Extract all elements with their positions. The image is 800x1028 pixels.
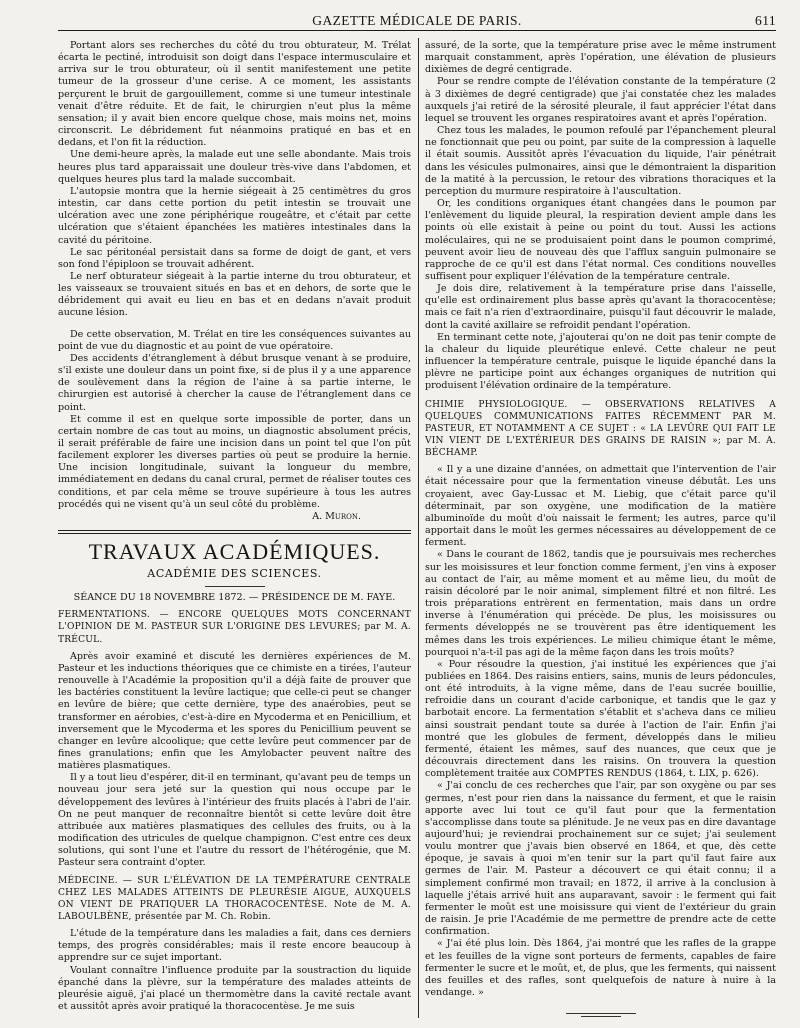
section-subtitle: ACADÉMIE DES SCIENCES. [147,567,322,581]
session-line: SÉANCE DU 18 NOVEMBRE 1872. — PRÉSIDENCE DE M. FAYE. [73,592,396,604]
article-heading: FERMENTATIONS. — ENCORE QUELQUES MOTS CONCERNANT L'OPINION DE M. PASTEUR SUR L'ORIGINE DES LEVURES; par M. A. TRÉCUL. [58,610,411,645]
paragraph: De cette observation, M. Trélat en tire les conséquences suivantes au point de vue du diagnostic et au point de vue opératoire. [58,328,411,352]
paragraph: Le nerf obturateur siégeait à la partie interne du trou obturateur, et les vaisseaux se trouvaient situés en bas et en dehors, de sorte que le débridement qui avait eu lieu en bas et en dedans n'avait produit aucune lésion. [58,270,411,319]
paragraph: « J'ai conclu de ces recherches que l'air, par son oxygène ou par ses germes, n'est pour rien dans la naissance du ferment, et que le raisin apporte avec lui tout ce qu'il faut pour que la fermentation s'accomplisse dans toute sa plénitude. Je ne veux pas en dire davantage aujourd'hui; je reviendrai prochainement sur ce sujet; j'ai seulement voulu montrer que j'avais bien observé en 1864, et que, dès cette époque, je savais à quoi m'en tenir sur la part qu'il faut faire aux germes de l'air. M. Pasteur a découvert ce qui était connu; il a simplement confirmé mon travail; en 1872, il arrive à la conclusion à laquelle j'étais arrivé huit ans auparavant, savoir : le ferment qui fait fermenter le moût est une moisissure qui vient de l'extérieur du grain de raisin. Je prie l'Académie de me permettre de prendre acte de cette confirmation. [425,780,776,938]
paragraph: L'étude de la température dans les maladies a fait, dans ces derniers temps, des progrès considérables; mais il reste encore beaucoup à apprendre sur ce sujet important. [58,928,411,964]
running-head [58,12,776,31]
section-rule [58,533,411,534]
section-rule [58,530,411,531]
paragraph: Portant alors ses recherches du côté du trou obturateur, M. Trélat écarta le pectiné, introduisit son doigt dans l'espace intermusculaire et arriva sur le trou obturateur, où il sentit manifestement une petite tumeur de la grosseur d'une cerise. A ce moment, les assistants perçurent le bruit de gargouillement, comme si une tumeur intestinale venait d'être réduite. Et de fait, le chirurgien n'eut plus la même sensation; il y avait bien encore quelque chose, mais moins net, moins circonscrit. Le débridement fut néanmoins pratiqué en bas et en dedans, et l'on fit la réduction. [58,40,411,149]
end-rule [581,1016,621,1017]
paragraph: Je dois dire, relativement à la température prise dans l'aisselle, qu'elle est ordinairement plus basse après qu'avant la thoracocentèse; mais ce fait n'a rien d'extraordinaire, puisqu'il faut découvrir le malade, dont la cavité axillaire se refroidit pendant l'opération. [425,283,776,331]
paragraph: Chez tous les malades, le poumon refoulé par l'épanchement pleural ne fonctionnait que peu ou point, par suite de la compression à laquelle il était soumis. Aussitôt après l'évacuation du liquide, l'air pénétrait dans les vésicules pulmonaires, ainsi que le démontraient la disparition de la matité à la percussion, le retour des vibrations thoraciques et la perception du murmure respiratoire à l'auscultation. [425,125,776,197]
paragraph: « Pour résoudre la question, j'ai institué les expériences que j'ai publiées en 1864. Des raisins entiers, sains, munis de leurs pédoncules, ont été introduits, à la vigne même, dans de l'eau sucrée bouillie, refroidie dans un courant d'acide carbonique, et tandis que le gaz y barbotait encore. La fermentation s'établit et s'acheva dans ce milieu ainsi soustrait pendant toute sa durée à l'action de l'air. Enfin j'ai montré que les globules de ferment, développés dans le milieu fermenté, étaient les mêmes, sauf des nuances, que ceux que je découvrais directement dans les raisins. On trouvera la question complètement traitée aux COMPTES RENDUS (1864, t. LIX, p. 626). [425,658,776,780]
paragraph: assuré, de la sorte, que la température prise avec le même instrument marquait constamment, après l'opération, une élévation de plusieurs dixièmes de degré centigrade. [425,40,776,76]
article-heading: MÉDECINE. — SUR L'ÉLÉVATION DE LA TEMPÉRATURE CENTRALE CHEZ LES MALADES ATTEINTS DE PLEURÉSIE AIGUE, AUXQUELS ON VIENT DE PRATIQUER LA THORACOCENTÈSE. Note de M. A. LABOULBÈNE, présentée par M. Ch. Robin. [58,875,411,922]
paragraph: Une demi-heure après, la malade eut une selle abondante. Mais trois heures plus tard apparaissait une douleur très-vive dans l'abdomen, et quelques heures plus tard la malade succombait. [58,149,411,185]
paragraph: « J'ai été plus loin. Dès 1864, j'ai montré que les rafles de la grappe et les feuilles de la vigne sont porteurs de ferments, capables de faire fermenter le sucre et le moût, et, de plus, que les ferments, qui naissent des feuilles et des rafles, sont quelquefois de nature à nuire à la vendange. » [425,938,776,999]
end-rule [566,1013,636,1014]
right-column [425,40,776,1018]
paragraph: Des accidents d'étranglement à début brusque venant à se produire, s'il existe une douleur dans un point fixe, si de plus il y a une apparence de soulèvement dans la région de l'aine à sa partie interne, le chirurgien est autorisé à chercher la cause de l'étranglement dans ce point. [58,352,411,413]
paragraph: « Il y a une dizaine d'années, on admettait que l'intervention de l'air était nécessaire pour que la fermentation vineuse débutât. Les uns croyaient, avec Gay-Lussac et M. Liebig, que c'était parce qu'il déterminait, par son oxygène, une modification de la matière albuminoïde du moût d'où naissait le ferment; les autres, parce qu'il apportait dans le moût les germes nécessaires au développement de ce ferment. [425,464,776,549]
author-signature: A. Muron. [312,510,361,522]
paragraph: Voulant connaître l'influence produite par la soustraction du liquide épanché dans la plèvre, sur la température des malades atteints de pleurésie aiguë, j'ai placé un thermomètre dans la cavité rectale avant et aussitôt après avoir pratiqué la thoracocentèse. Je me suis [58,964,411,1013]
short-rule [205,586,265,587]
spacer [58,320,411,329]
paragraph: L'autopsie montra que la hernie siégeait à 25 centimètres du gros intestin, car dans cette portion du petit intestin se trouvait une ulcération avec une zone périphérique rougeâtre, et c'était par cette ulcération que s'étaient épanchées les matières intestinales dans la cavité du péritoine. [58,185,411,246]
paragraph: Il y a tout lieu d'espérer, dit-il en terminant, qu'avant peu de temps un nouveau jour sera jeté sur la question qui nous occupe par le développement des levûres à l'intérieur des fruits placés à l'abri de l'air. On ne peut manquer de reconnaître bientôt si cette levûre doit être attribuée aux matières plasmatiques des cellules des fruits, ou à la modification des utricules de quelque champignon. C'est entre ces deux solutions, qui sont l'une et l'autre du ressort de l'hétérogénie, que M. Pasteur sera contraint d'opter. [58,772,411,869]
paragraph: Pour se rendre compte de l'élévation constante de la température (2 à 3 dixièmes de degré centigrade) que j'ai constatée chez les malades auxquels j'ai retiré de la sérosité pleurale, il faut apprécier l'état dans lequel se trouvent les organes respiratoires avant et après l'opération. [425,76,776,124]
paragraph: « Dans le courant de 1862, tandis que je poursuivais mes recherches sur les moisissures et leur fonction comme ferment, j'en vins à exposer au contact de l'air, au même moment et au même lieu, du moût de raisin décoloré par le noir animal, simplement filtré et non filtré. Les trois préparations entrèrent en fermentation, mais dans un ordre inverse à l'énumération qui précède. De plus, les moisissures ou ferments développés ne se trouvèrent pas être identiquement les mêmes dans les trois expériences. Le milieu chimique étant le même, pourquoi n'a-t-il pas agi de la même façon dans les trois moûts? [425,549,776,658]
paragraph: Et comme il est en quelque sorte impossible de porter, dans un certain nombre de cas tout au moins, un diagnostic absolument précis, il serait préférable de faire une incision dans un point tel que l'on pût facilement explorer les diverses parties où peut se produire la hernie. Une incision longitudinale, suivant la longueur du membre, immédiatement en dedans du canal crural, permet de réaliser toutes ces conditions, et par cela même se trouve supérieure à tous les autres procédés qui ne visent qu'à un seul côté du problème. [58,413,411,510]
journal-title: GAZETTE MÉDICALE DE PARIS. [312,13,522,28]
paragraph: En terminant cette note, j'ajouterai qu'on ne doit pas tenir compte de la chaleur du liquide pleurétique enlevé. Cette chaleur ne peut influencer la température centrale, puisque le liquide épanché dans la plèvre ne participe point aux échanges organiques de nutrition qui produisent l'élévation ordinaire de la température. [425,331,776,392]
article-heading: CHIMIE PHYSIOLOGIQUE. — OBSERVATIONS RELATIVES A QUELQUES COMMUNICATIONS FAITES RÉCEMMENT PAR M. PASTEUR, ET NOTAMMENT A CE SUJET : « LA LEVÛRE QUI FAIT LE VIN VIENT DE L'EXTÉRIEUR DES GRAINS DE RAISIN »; par M. A. BÉCHAMP. [425,399,776,459]
paragraph: Après avoir examiné et discuté les dernières expériences de M. Pasteur et les inductions théoriques que ce chimiste en a tirées, l'auteur renouvelle à l'Académie la proposition qu'il a déjà faite de prouver que les bactéries constituent la levûre lactique; que celle-ci peut se changer en levûre de bière; que cette dernière, type des anaérobies, peut se transformer en aérobies, c'est-à-dire en Mycoderma et en Penicillium, et inversement que le Mycoderma et les spores du Penicillium peuvent se changer en levûre alcoolique; que cette levûre peut commencer par de fines granulations; enfin que les Amylobacter peuvent naître des matières plasmatiques. [58,650,411,772]
column-divider [418,38,419,1018]
section-title: TRAVAUX ACADÉMIQUES. [88,539,381,565]
paragraph: Le sac péritonéal persistait dans sa forme de doigt de gant, et vers son fond l'épiploon se trouvait adhérent. [58,246,411,270]
paragraph: Or, les conditions organiques étant changées dans le poumon par l'enlèvement du liquide pleural, la respiration devient ample dans les points où elle existait à peine ou point du tout. Aussi les actions moléculaires, qui ne se produisaient point dans le poumon comprimé, peuvent avoir lieu de nouveau dès que l'afflux sanguin pulmonaire se rapproche de ce qu'il est dans l'état normal. Ces conditions nouvelles suffisent pour expliquer l'élévation de la température centrale. [425,198,776,282]
left-column [58,40,411,1018]
page-number: 611 [755,13,776,28]
